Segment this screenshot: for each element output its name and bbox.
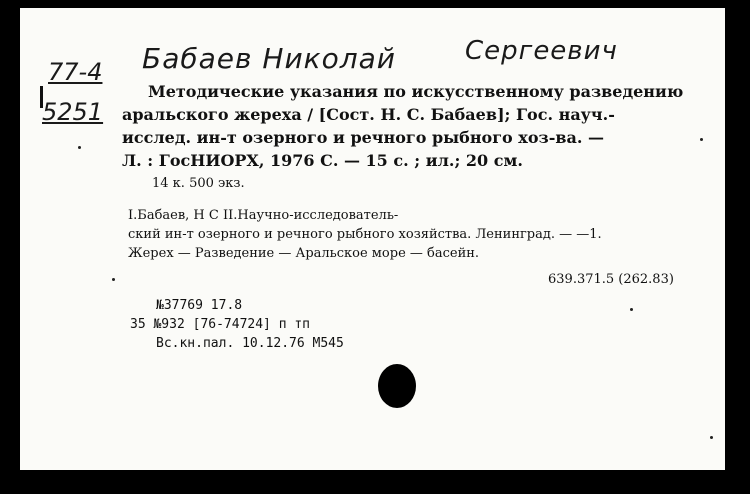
- ink-blot: [378, 364, 416, 408]
- tracing-line-3: Жерех — Разведение — Аральское море — басейн.: [128, 246, 480, 261]
- title-line-1: Методические указания по искусственному разведению: [148, 82, 684, 101]
- speck: [78, 146, 81, 149]
- author-handwritten: Бабаев Николай: [142, 42, 396, 75]
- call-number-top: 77-4: [48, 58, 103, 86]
- speck: [700, 138, 703, 141]
- speck: [112, 278, 115, 281]
- accession-line-2: 35 №932 [76-74724] п тп: [130, 317, 311, 332]
- tracing-line-1: I.Бабаев, Н С II.Научно-исследователь-: [128, 208, 399, 223]
- title-line-3: исслед. ин-т озерного и речного рыбного хоз-ва. —: [122, 128, 604, 147]
- patronymic-handwritten: Сергеевич: [465, 36, 618, 66]
- classification-number: 639.371.5 (262.83): [548, 272, 674, 287]
- speck: [710, 436, 713, 439]
- print-run: 14 к. 500 экз.: [152, 176, 245, 191]
- speck: [630, 308, 633, 311]
- title-line-4: Л. : ГосНИОРХ, 1976 С. — 15 с. ; ил.; 20 см.: [122, 151, 523, 170]
- call-number-bottom: 5251: [42, 98, 104, 126]
- accession-line-1: №37769 17.8: [156, 298, 243, 313]
- catalog-card: [20, 8, 725, 470]
- title-line-2: аральского жереха / [Сост. Н. С. Бабаев]; Гос. науч.-: [122, 105, 615, 124]
- accession-line-3: Вс.кн.пал. 10.12.76 М545: [156, 336, 344, 351]
- tracing-line-2: ский ин-т озерного и речного рыбного хозяйства. Ленинград. — —1.: [128, 227, 602, 242]
